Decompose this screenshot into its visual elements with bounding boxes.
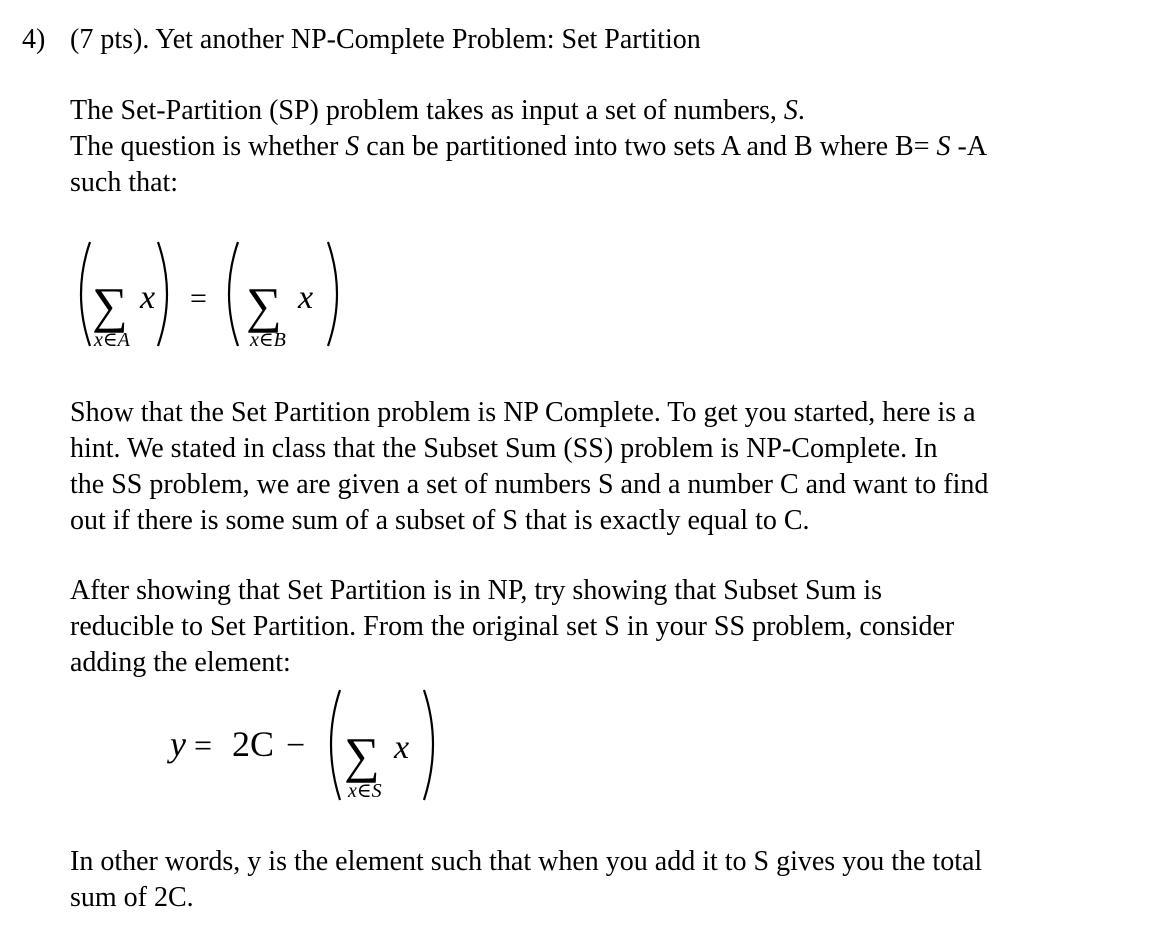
problem-heading	[22, 22, 701, 58]
intro-line-3: such that:	[70, 167, 179, 198]
set-variable: S	[936, 131, 951, 162]
body1-line-4: out if there is some sum of a subset of S that is exactly equal to C.	[70, 505, 810, 536]
intro-line-2: The question is whether S can be partitioned into two sets A and B where B= S -A	[70, 131, 988, 162]
intro-line-1: The Set-Partition (SP) problem takes as input a set of numbers, S.	[70, 95, 805, 126]
right-paren-s	[424, 690, 433, 800]
set-variable: S	[783, 95, 798, 126]
body1-line-2: hint. We stated in class that the Subset Sum (SS) problem is NP-Complete. In	[70, 433, 938, 464]
var-x-b: x	[298, 279, 314, 316]
closing-line-1: In other words, y is the element such that when you add it to S gives you the total	[70, 846, 983, 877]
right-paren-a	[158, 242, 167, 346]
equals-sign: =	[190, 282, 207, 315]
element-equation	[168, 684, 458, 811]
subscript-b: x∈B	[250, 329, 286, 351]
left-paren-b	[229, 242, 238, 346]
partition-equation	[70, 238, 360, 361]
body2-line-1: After showing that Set Partition is in NP, try showing that Subset Sum is	[70, 575, 883, 606]
left-paren-s	[331, 690, 340, 800]
sigma-a: ∑	[92, 277, 128, 333]
body1-line-1: Show that the Set Partition problem is NP Complete. To get you started, here is a	[70, 397, 976, 428]
subscript-s: x∈S	[348, 780, 382, 802]
set-variable: S	[345, 131, 360, 162]
subscript-a: x∈A	[94, 329, 130, 351]
closing-line-2: sum of 2C.	[70, 882, 194, 913]
var-x-a: x	[140, 279, 156, 316]
right-paren-b	[328, 242, 337, 346]
two-c: 2C	[232, 724, 275, 764]
problem-number: 4)	[22, 24, 46, 55]
minus-sign: −	[286, 727, 306, 764]
sigma-b: ∑	[246, 277, 282, 333]
var-y: y	[170, 724, 186, 764]
problem-title: (7 pts). Yet another NP-Complete Problem: Set Partition	[70, 24, 701, 55]
equals-sign: =	[194, 727, 213, 763]
var-x-s: x	[394, 729, 410, 766]
body2-line-2: reducible to Set Partition. From the original set S in your SS problem, consider	[70, 611, 955, 642]
left-paren-a	[81, 242, 90, 346]
body2-line-3: adding the element:	[70, 647, 291, 678]
body1-line-3: the SS problem, we are given a set of numbers S and a number C and want to find	[70, 469, 989, 500]
sigma-s: ∑	[344, 727, 380, 783]
